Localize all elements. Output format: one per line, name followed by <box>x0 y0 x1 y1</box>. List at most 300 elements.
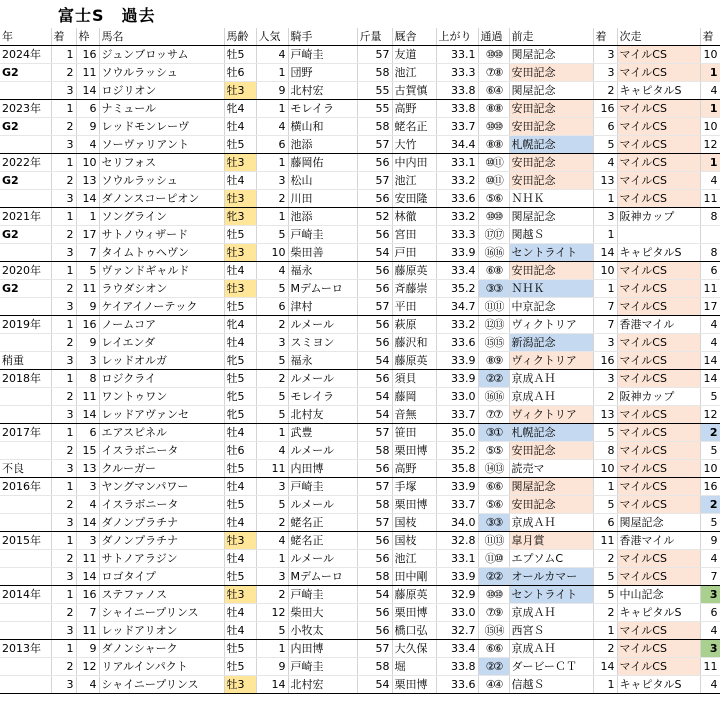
header-next-race: 次走 <box>617 28 700 46</box>
cell-jockey: 武豊 <box>288 424 357 442</box>
cell-horse: エアスピネル <box>99 424 224 442</box>
cell-next-finish: 5 <box>700 442 720 460</box>
cell-gate: 6 <box>76 100 99 118</box>
cell-next-finish: 1 <box>700 154 720 172</box>
cell-prev-race: セントライト <box>509 244 593 262</box>
cell-horse: クルーガー <box>99 460 224 478</box>
cell-jockey: 藤岡佑 <box>288 154 357 172</box>
cell-next-finish: 6 <box>700 262 720 280</box>
cell-weight: 56 <box>357 226 392 244</box>
cell-age: 牡5 <box>224 226 256 244</box>
cell-finish: 3 <box>51 244 76 262</box>
cell-next-race: マイルCS <box>617 280 700 298</box>
cell-popularity: 5 <box>256 226 288 244</box>
cell-next-race: 阪神カップ <box>617 388 700 406</box>
cell-finish: 1 <box>51 370 76 388</box>
cell-stable: 安田隆 <box>392 190 436 208</box>
cell-gate: 14 <box>76 190 99 208</box>
header-last3f: 上がり <box>436 28 478 46</box>
cell-age: 牡3 <box>224 154 256 172</box>
cell-next-finish: 2 <box>700 496 720 514</box>
cell-prev-finish: 3 <box>593 334 617 352</box>
cell-weight: 56 <box>357 316 392 334</box>
cell-prev-race: 京成ＡＨ <box>509 388 593 406</box>
cell-prev-race: 安田記念 <box>509 64 593 82</box>
cell-age: 牡3 <box>224 190 256 208</box>
cell-last3f: 33.8 <box>436 100 478 118</box>
cell-last3f: 33.9 <box>436 478 478 496</box>
cell-age: 牡5 <box>224 370 256 388</box>
cell-popularity: 2 <box>256 514 288 532</box>
cell-prev-race: 安田記念 <box>509 118 593 136</box>
cell-next-race: マイルCS <box>617 262 700 280</box>
cell-horse: イスラボニータ <box>99 442 224 460</box>
cell-popularity: 4 <box>256 46 288 64</box>
cell-jockey: 池添 <box>288 136 357 154</box>
cell-jockey: 蛯名正 <box>288 514 357 532</box>
cell-jockey: スミヨン <box>288 334 357 352</box>
cell-gate: 14 <box>76 568 99 586</box>
cell-horse: ステファノス <box>99 586 224 604</box>
cell-next-race: 香港マイル <box>617 316 700 334</box>
cell-stable: 栗田博 <box>392 604 436 622</box>
cell-prev-finish: 3 <box>593 208 617 226</box>
cell-prev-race: ＮＨＫ <box>509 190 593 208</box>
cell-gate: 4 <box>76 676 99 694</box>
cell-gate: 1 <box>76 208 99 226</box>
cell-weight: 58 <box>357 496 392 514</box>
cell-jockey: モレイラ <box>288 100 357 118</box>
cell-next-finish: 4 <box>700 676 720 694</box>
cell-prev-race: 関屋記念 <box>509 478 593 496</box>
cell-prev-race: 中京記念 <box>509 298 593 316</box>
cell-year <box>0 406 51 424</box>
table-row <box>0 334 720 352</box>
cell-gate: 7 <box>76 244 99 262</box>
cell-gate: 9 <box>76 640 99 658</box>
cell-weight: 58 <box>357 658 392 676</box>
cell-passing: ⑤⑤ <box>478 442 509 460</box>
cell-next-race: マイルCS <box>617 640 700 658</box>
cell-finish: 2 <box>51 550 76 568</box>
cell-passing: ⑦⑧ <box>478 64 509 82</box>
cell-finish: 1 <box>51 478 76 496</box>
cell-prev-finish: 5 <box>593 424 617 442</box>
cell-last3f: 33.7 <box>436 118 478 136</box>
cell-age: 牝5 <box>224 352 256 370</box>
cell-prev-finish: 2 <box>593 604 617 622</box>
cell-passing: ⑤⑥ <box>478 496 509 514</box>
cell-prev-race: 京成ＡＨ <box>509 514 593 532</box>
cell-weight: 57 <box>357 298 392 316</box>
cell-horse: ケイアイノーテック <box>99 298 224 316</box>
cell-passing: ⑮⑭ <box>478 622 509 640</box>
table-row <box>0 658 720 676</box>
cell-year: G2 <box>0 118 51 136</box>
cell-year <box>0 676 51 694</box>
cell-age: 牡3 <box>224 82 256 100</box>
header-row <box>0 28 720 46</box>
cell-horse: レッドアヴァンセ <box>99 406 224 424</box>
cell-stable: 笹田 <box>392 424 436 442</box>
table-row <box>0 478 720 496</box>
cell-year: 2018年 <box>0 370 51 388</box>
cell-weight: 56 <box>357 622 392 640</box>
cell-next-race: マイルCS <box>617 118 700 136</box>
cell-jockey: 北村宏 <box>288 676 357 694</box>
cell-next-race: キャピタルS <box>617 82 700 100</box>
cell-year <box>0 658 51 676</box>
cell-jockey: ルメール <box>288 550 357 568</box>
cell-horse: ラウダシオン <box>99 280 224 298</box>
cell-last3f: 32.8 <box>436 532 478 550</box>
cell-prev-finish: 16 <box>593 100 617 118</box>
cell-horse: ダノンシャーク <box>99 640 224 658</box>
cell-horse: シャイニープリンス <box>99 676 224 694</box>
table-row <box>0 460 720 478</box>
cell-age: 牡5 <box>224 568 256 586</box>
cell-age: 牡4 <box>224 514 256 532</box>
cell-finish: 2 <box>51 496 76 514</box>
table-row <box>0 244 720 262</box>
cell-next-finish: 9 <box>700 532 720 550</box>
cell-year: 2017年 <box>0 424 51 442</box>
cell-year: G2 <box>0 226 51 244</box>
cell-stable: 藤原英 <box>392 586 436 604</box>
cell-passing: ②② <box>478 658 509 676</box>
table-row <box>0 406 720 424</box>
header-finish: 着 <box>51 28 76 46</box>
table-row <box>0 208 720 226</box>
cell-prev-race: 関屋記念 <box>509 46 593 64</box>
table-row <box>0 640 720 658</box>
table-row <box>0 604 720 622</box>
cell-age: 牡4 <box>224 424 256 442</box>
cell-next-finish: 11 <box>700 658 720 676</box>
cell-last3f: 33.8 <box>436 82 478 100</box>
cell-horse: ノームコア <box>99 316 224 334</box>
cell-next-race: マイルCS <box>617 478 700 496</box>
cell-prev-finish: 11 <box>593 532 617 550</box>
cell-weight: 54 <box>357 406 392 424</box>
header-prev-race: 前走 <box>509 28 593 46</box>
cell-jockey: 津村 <box>288 298 357 316</box>
cell-gate: 11 <box>76 280 99 298</box>
cell-stable: 蛯名正 <box>392 118 436 136</box>
cell-next-finish: 7 <box>700 568 720 586</box>
cell-stable: 宮田 <box>392 226 436 244</box>
cell-year: 2014年 <box>0 586 51 604</box>
cell-last3f: 33.9 <box>436 370 478 388</box>
cell-year: 2019年 <box>0 316 51 334</box>
table-row <box>0 64 720 82</box>
cell-stable: 大竹 <box>392 136 436 154</box>
cell-horse: ロジクライ <box>99 370 224 388</box>
cell-stable: 大久保 <box>392 640 436 658</box>
cell-age: 牡3 <box>224 586 256 604</box>
table-row <box>0 352 720 370</box>
cell-prev-finish: 6 <box>593 118 617 136</box>
cell-stable: 池江 <box>392 64 436 82</box>
cell-next-race: 阪神カップ <box>617 208 700 226</box>
cell-gate: 4 <box>76 496 99 514</box>
cell-last3f: 35.8 <box>436 460 478 478</box>
cell-weight: 54 <box>357 388 392 406</box>
cell-horse: レッドオルガ <box>99 352 224 370</box>
header-stable: 厩舎 <box>392 28 436 46</box>
cell-prev-finish: 1 <box>593 478 617 496</box>
cell-horse: ソウルラッシュ <box>99 172 224 190</box>
cell-age: 牡5 <box>224 658 256 676</box>
cell-stable: 林徹 <box>392 208 436 226</box>
cell-jockey: 横山和 <box>288 118 357 136</box>
cell-jockey: 北村友 <box>288 406 357 424</box>
cell-stable: 藤沢和 <box>392 334 436 352</box>
cell-next-finish: 4 <box>700 172 720 190</box>
cell-stable: 藤原英 <box>392 352 436 370</box>
cell-horse: リアルインパクト <box>99 658 224 676</box>
table-row <box>0 154 720 172</box>
cell-next-race: 中山記念 <box>617 586 700 604</box>
cell-last3f: 35.2 <box>436 442 478 460</box>
cell-weight: 56 <box>357 334 392 352</box>
cell-gate: 8 <box>76 370 99 388</box>
cell-last3f: 33.6 <box>436 676 478 694</box>
cell-year: 2021年 <box>0 208 51 226</box>
cell-gate: 11 <box>76 550 99 568</box>
cell-gate: 16 <box>76 316 99 334</box>
cell-age: 牡5 <box>224 46 256 64</box>
cell-last3f: 33.6 <box>436 190 478 208</box>
cell-gate: 9 <box>76 298 99 316</box>
cell-prev-finish: 2 <box>593 550 617 568</box>
cell-year <box>0 388 51 406</box>
cell-horse: レッドモンレーヴ <box>99 118 224 136</box>
cell-age: 牡6 <box>224 64 256 82</box>
cell-finish: 1 <box>51 100 76 118</box>
cell-popularity: 6 <box>256 298 288 316</box>
cell-next-race <box>617 226 700 244</box>
cell-horse: ロゴタイプ <box>99 568 224 586</box>
cell-next-race: マイルCS <box>617 424 700 442</box>
cell-last3f: 35.0 <box>436 424 478 442</box>
cell-jockey: 戸崎圭 <box>288 226 357 244</box>
cell-jockey: 川田 <box>288 190 357 208</box>
cell-age: 牝5 <box>224 406 256 424</box>
cell-stable: 高野 <box>392 460 436 478</box>
table-row <box>0 676 720 694</box>
cell-age: 牡4 <box>224 262 256 280</box>
cell-prev-race: 皐月賞 <box>509 532 593 550</box>
cell-year <box>0 550 51 568</box>
cell-gate: 11 <box>76 388 99 406</box>
header-jockey: 騎手 <box>288 28 357 46</box>
table-row <box>0 424 720 442</box>
cell-stable: 平田 <box>392 298 436 316</box>
cell-popularity: 1 <box>256 64 288 82</box>
cell-last3f: 33.7 <box>436 496 478 514</box>
cell-year <box>0 190 51 208</box>
cell-prev-finish: 2 <box>593 82 617 100</box>
cell-next-race: キャピタルS <box>617 244 700 262</box>
cell-stable: 萩原 <box>392 316 436 334</box>
cell-prev-race: 信越Ｓ <box>509 676 593 694</box>
cell-next-finish: 8 <box>700 244 720 262</box>
cell-passing: ⑪⑩ <box>478 550 509 568</box>
table-row <box>0 442 720 460</box>
cell-gate: 14 <box>76 406 99 424</box>
cell-age: 牡5 <box>224 298 256 316</box>
cell-next-race: マイルCS <box>617 496 700 514</box>
cell-prev-race: 安田記念 <box>509 154 593 172</box>
header-gate: 枠 <box>76 28 99 46</box>
cell-age: 牡5 <box>224 640 256 658</box>
cell-finish: 3 <box>51 298 76 316</box>
cell-popularity: 2 <box>256 370 288 388</box>
cell-passing: ⑩⑪ <box>478 172 509 190</box>
cell-year: G2 <box>0 172 51 190</box>
cell-last3f: 33.2 <box>436 208 478 226</box>
cell-last3f: 32.7 <box>436 622 478 640</box>
cell-passing: ⑥⑧ <box>478 262 509 280</box>
cell-prev-finish: 1 <box>593 190 617 208</box>
table-row <box>0 136 720 154</box>
cell-next-finish: 4 <box>700 622 720 640</box>
cell-prev-finish: 16 <box>593 352 617 370</box>
cell-horse: シャイニープリンス <box>99 604 224 622</box>
cell-weight: 57 <box>357 640 392 658</box>
cell-finish: 1 <box>51 154 76 172</box>
cell-passing: ⑧⑨ <box>478 352 509 370</box>
cell-gate: 16 <box>76 46 99 64</box>
cell-age: 牡4 <box>224 334 256 352</box>
cell-stable: 橋口弘 <box>392 622 436 640</box>
cell-weight: 56 <box>357 262 392 280</box>
cell-last3f: 33.6 <box>436 334 478 352</box>
cell-finish: 1 <box>51 208 76 226</box>
cell-popularity: 5 <box>256 496 288 514</box>
cell-year: G2 <box>0 280 51 298</box>
cell-next-race: マイルCS <box>617 190 700 208</box>
cell-jockey: 北村宏 <box>288 82 357 100</box>
cell-next-finish: 12 <box>700 136 720 154</box>
cell-weight: 58 <box>357 118 392 136</box>
header-year: 年 <box>0 28 51 46</box>
cell-year <box>0 298 51 316</box>
cell-finish: 2 <box>51 226 76 244</box>
cell-weight: 55 <box>357 100 392 118</box>
cell-prev-race: 札幌記念 <box>509 136 593 154</box>
cell-finish: 2 <box>51 604 76 622</box>
cell-popularity: 4 <box>256 442 288 460</box>
cell-last3f: 33.1 <box>436 154 478 172</box>
cell-prev-race: 安田記念 <box>509 172 593 190</box>
cell-gate: 17 <box>76 226 99 244</box>
cell-prev-race: 安田記念 <box>509 442 593 460</box>
cell-prev-race: 関屋記念 <box>509 82 593 100</box>
cell-popularity: 11 <box>256 460 288 478</box>
table-row <box>0 298 720 316</box>
cell-year <box>0 604 51 622</box>
table-row <box>0 190 720 208</box>
cell-age: 牡4 <box>224 172 256 190</box>
cell-prev-race: 関越Ｓ <box>509 226 593 244</box>
cell-stable: 音無 <box>392 406 436 424</box>
cell-prev-finish: 4 <box>593 154 617 172</box>
cell-year: 2020年 <box>0 262 51 280</box>
cell-stable: 田中剛 <box>392 568 436 586</box>
cell-passing: ⑩⑩ <box>478 208 509 226</box>
cell-passing: ⑩⑩ <box>478 586 509 604</box>
cell-gate: 11 <box>76 64 99 82</box>
cell-weight: 57 <box>357 514 392 532</box>
cell-next-race: マイルCS <box>617 460 700 478</box>
cell-prev-finish: 5 <box>593 568 617 586</box>
cell-finish: 1 <box>51 262 76 280</box>
cell-stable: 高野 <box>392 100 436 118</box>
cell-age: 牡4 <box>224 550 256 568</box>
cell-horse: イスラボニータ <box>99 496 224 514</box>
header-passing: 通過 <box>478 28 509 46</box>
cell-passing: ②② <box>478 568 509 586</box>
cell-prev-finish: 1 <box>593 622 617 640</box>
results-table-body <box>0 28 720 694</box>
cell-prev-finish: 13 <box>593 172 617 190</box>
cell-horse: ワントゥワン <box>99 388 224 406</box>
cell-age: 牡6 <box>224 442 256 460</box>
cell-last3f: 33.4 <box>436 640 478 658</box>
cell-prev-finish: 8 <box>593 442 617 460</box>
cell-weight: 57 <box>357 172 392 190</box>
cell-prev-race: ＮＨＫ <box>509 280 593 298</box>
cell-jockey: ルメール <box>288 370 357 388</box>
cell-next-finish: 5 <box>700 514 720 532</box>
cell-stable: 戸田 <box>392 244 436 262</box>
cell-last3f: 33.9 <box>436 352 478 370</box>
cell-stable: 堀 <box>392 658 436 676</box>
cell-popularity: 2 <box>256 586 288 604</box>
cell-year: 2022年 <box>0 154 51 172</box>
cell-jockey: 戸崎圭 <box>288 658 357 676</box>
cell-age: 牡3 <box>224 280 256 298</box>
table-row <box>0 82 720 100</box>
cell-gate: 11 <box>76 622 99 640</box>
cell-next-finish: 14 <box>700 352 720 370</box>
cell-prev-finish: 1 <box>593 226 617 244</box>
cell-age: 牡5 <box>224 460 256 478</box>
cell-year <box>0 514 51 532</box>
cell-popularity: 3 <box>256 478 288 496</box>
cell-prev-finish: 14 <box>593 658 617 676</box>
cell-passing: ⑥④ <box>478 82 509 100</box>
cell-finish: 3 <box>51 514 76 532</box>
cell-next-race: マイルCS <box>617 550 700 568</box>
cell-age: 牡5 <box>224 136 256 154</box>
cell-popularity: 10 <box>256 244 288 262</box>
cell-next-race: マイルCS <box>617 46 700 64</box>
cell-weight: 57 <box>357 46 392 64</box>
cell-stable: 藤岡 <box>392 388 436 406</box>
cell-horse: ナミュール <box>99 100 224 118</box>
cell-prev-finish: 14 <box>593 244 617 262</box>
cell-jockey: 柴田大 <box>288 604 357 622</box>
cell-horse: タイムトゥヘヴン <box>99 244 224 262</box>
cell-year: G2 <box>0 64 51 82</box>
cell-passing: ⑪⑪ <box>478 298 509 316</box>
cell-passing: ②② <box>478 370 509 388</box>
cell-jockey: モレイラ <box>288 388 357 406</box>
cell-popularity: 1 <box>256 154 288 172</box>
